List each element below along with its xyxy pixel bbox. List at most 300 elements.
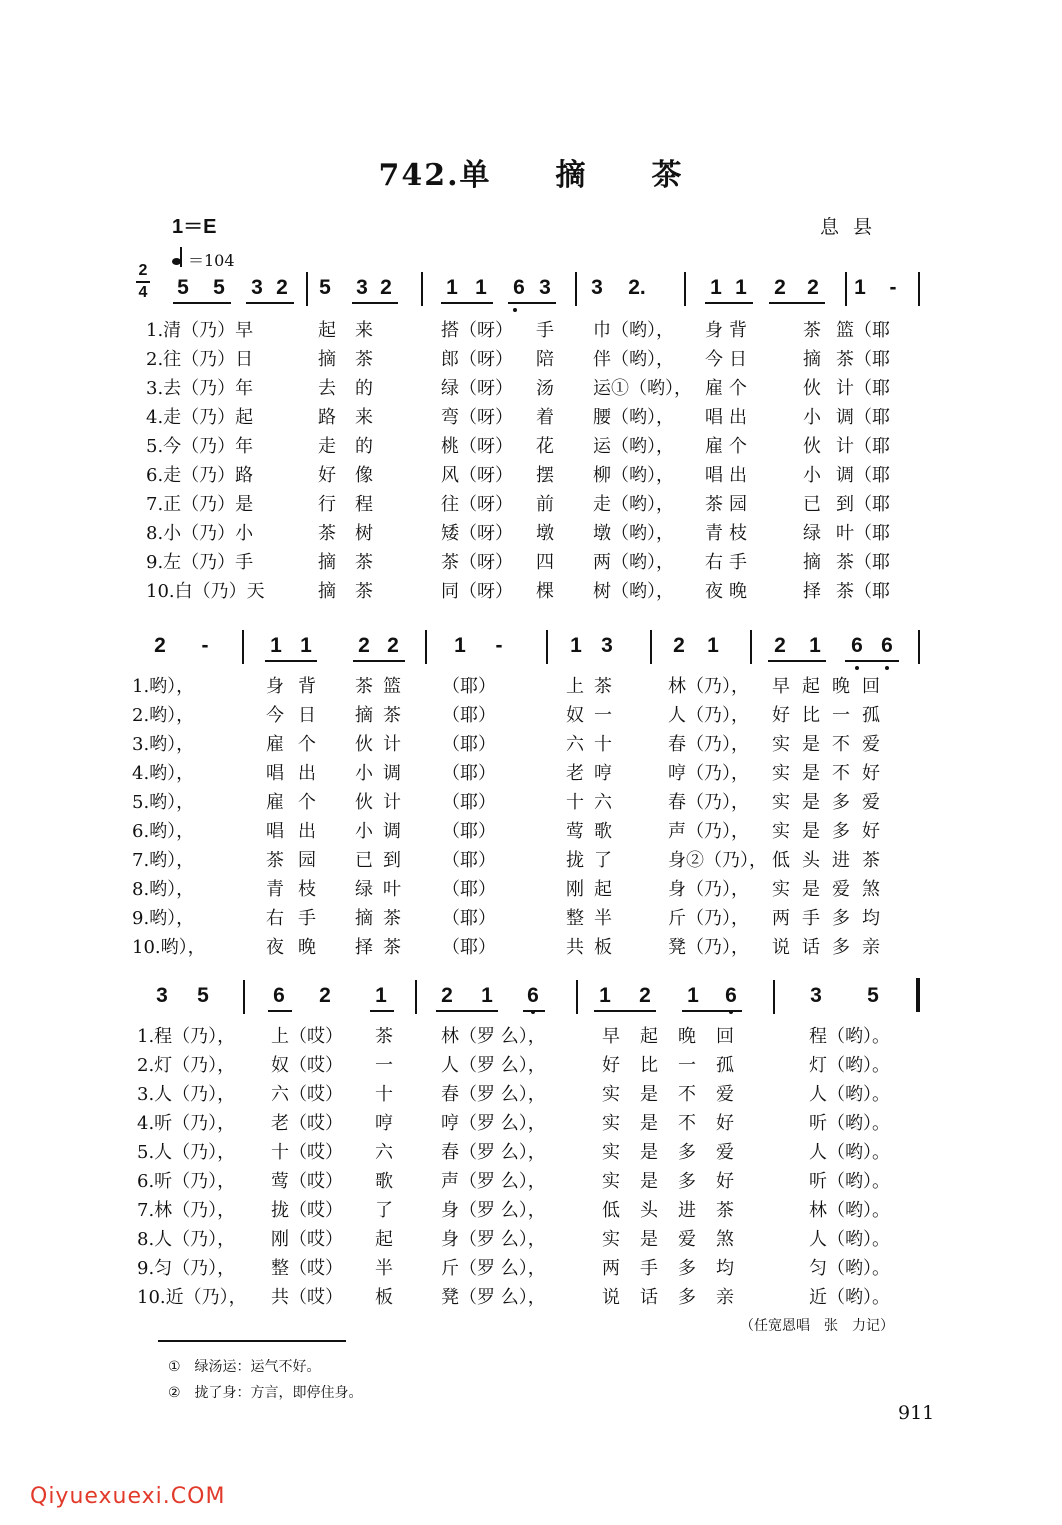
lyric-syllable: 去	[318, 378, 336, 399]
tempo-marking	[172, 248, 235, 271]
lyric-syllable: 3.去（乃）年	[146, 378, 254, 399]
jianpu-note: 6	[513, 276, 525, 299]
lyric-syllable: 7.正（乃）是	[146, 494, 254, 515]
barline	[546, 630, 548, 664]
lyric-syllable: 斤（罗 么），	[441, 1258, 546, 1279]
lyric-syllable: 凳（罗 么），	[441, 1287, 546, 1308]
lyric-line	[0, 1225, 1062, 1255]
jianpu-note: 6	[725, 984, 737, 1007]
lyric-syllable: 一	[375, 1055, 393, 1076]
barline	[576, 980, 578, 1014]
lyric-syllable: 今日	[705, 349, 753, 370]
lyric-syllable: 听（哟）。	[809, 1113, 890, 1134]
final-barline	[916, 978, 920, 1012]
barline	[845, 272, 847, 306]
jianpu-note: 3	[156, 984, 168, 1007]
lyric-syllable: 到（耶	[836, 494, 890, 515]
barline	[421, 272, 423, 306]
lyric-line	[0, 1109, 1062, 1139]
jianpu-note: 2	[276, 276, 288, 299]
barline	[773, 980, 775, 1014]
jianpu-note: 2	[154, 634, 166, 657]
beam-underline	[173, 302, 231, 304]
footnote-2: ② 拢了身：方言，即停住身。	[168, 1385, 363, 1401]
time-signature-top: 2	[138, 262, 148, 279]
barline	[918, 272, 920, 306]
barline	[684, 272, 686, 306]
lyric-syllable: 整半	[566, 908, 622, 929]
lyric-syllable: 低头进茶	[772, 850, 892, 871]
lyric-syllable: 声（罗 么），	[441, 1171, 546, 1192]
lyric-syllable: 唱出	[266, 821, 330, 842]
lyric-syllable: 1.清（乃）早	[146, 320, 254, 341]
lyric-syllable: 两手多均	[772, 908, 892, 929]
lyric-syllable: 共板	[566, 937, 622, 958]
lyric-line	[0, 316, 1062, 346]
lyric-syllable: 说话多亲	[772, 937, 892, 958]
lyric-line	[0, 846, 1062, 876]
jianpu-note: 3	[251, 276, 263, 299]
jianpu-note: 1	[475, 276, 487, 299]
lyric-syllable: 十	[375, 1084, 393, 1105]
jianpu-note: 2	[673, 634, 685, 657]
lyric-syllable: 哼（乃），	[668, 763, 749, 784]
footnote-divider	[158, 1340, 346, 1342]
lyric-syllable: 茶	[355, 552, 373, 573]
lyric-syllable: 板	[375, 1287, 393, 1308]
lyric-syllable: 7.林（乃），	[137, 1200, 236, 1221]
lyric-syllable: 斤（乃），	[668, 908, 749, 929]
lyric-syllable: 择	[803, 581, 821, 602]
lyric-syllable: 共（哎）	[271, 1287, 343, 1308]
lyric-syllable: 摘	[318, 349, 336, 370]
octave-dot	[513, 308, 517, 312]
barline	[425, 630, 427, 664]
lyric-syllable: 茶园	[705, 494, 753, 515]
lyric-line	[0, 490, 1062, 520]
lyric-syllable: 林（哟）。	[809, 1200, 890, 1221]
lyric-syllable: （耶）	[442, 763, 496, 784]
lyric-syllable: 两手多均	[602, 1258, 754, 1279]
lyric-syllable: 上（哎）	[271, 1026, 343, 1047]
lyric-syllable: 茶	[355, 349, 373, 370]
jianpu-note: 1	[854, 276, 866, 299]
lyric-line	[0, 1283, 1062, 1313]
lyric-syllable: 四	[536, 552, 554, 573]
lyric-line	[0, 875, 1062, 905]
lyric-syllable: 运①（哟），	[593, 378, 692, 399]
lyric-syllable: 已	[803, 494, 821, 515]
lyric-line	[0, 1138, 1062, 1168]
song-title: 742.单 摘 茶	[378, 158, 684, 193]
lyric-syllable: 春（乃），	[668, 792, 749, 813]
lyric-syllable: 早起晚回	[602, 1026, 754, 1047]
notation-staff-2	[0, 634, 1062, 674]
beam-underline	[436, 1010, 498, 1012]
tempo-value: ＝104	[188, 251, 235, 270]
lyric-syllable: 雇个	[705, 378, 753, 399]
lyric-syllable: 茶（耶	[836, 581, 890, 602]
lyric-syllable: 墩（哟），	[593, 523, 674, 544]
lyric-syllable: 路	[318, 407, 336, 428]
performer-credit: （任宽恩唱 张 力记）	[740, 1318, 894, 1334]
jianpu-note: 1	[710, 276, 722, 299]
lyric-line	[0, 933, 1062, 963]
lyric-syllable: 听（哟）。	[809, 1171, 890, 1192]
notation-staff-3	[0, 984, 1062, 1024]
lyric-syllable: 茶篮	[355, 676, 411, 697]
lyric-line	[0, 1080, 1062, 1110]
lyric-syllable: 计（耶	[836, 378, 890, 399]
jianpu-note: 6	[273, 984, 285, 1007]
lyric-syllable: 近（哟）。	[809, 1287, 890, 1308]
lyric-syllable: 郎（呀）	[441, 349, 513, 370]
lyric-syllable: （耶）	[442, 879, 496, 900]
lyric-syllable: 身背	[705, 320, 753, 341]
lyric-syllable: 汤	[536, 378, 554, 399]
lyric-syllable: 青枝	[266, 879, 330, 900]
lyric-syllable: 摘茶	[355, 908, 411, 929]
lyric-syllable: 程（哟）。	[809, 1026, 890, 1047]
lyric-syllable: 腰（哟），	[593, 407, 674, 428]
lyric-syllable: 往（呀）	[441, 494, 513, 515]
lyric-line	[0, 548, 1062, 578]
lyric-syllable: 绿（呀）	[441, 378, 513, 399]
beam-underline	[768, 660, 826, 662]
jianpu-note: 3	[539, 276, 551, 299]
jianpu-note: 5	[177, 276, 189, 299]
lyric-syllable: 哼（罗 么），	[441, 1113, 546, 1134]
lyric-syllable: 早起晚回	[772, 676, 892, 697]
lyric-syllable: 茶	[318, 523, 336, 544]
lyric-syllable: 拢了	[566, 850, 622, 871]
lyric-syllable: 伙计	[355, 734, 411, 755]
lyric-syllable: 风（呀）	[441, 465, 513, 486]
jianpu-note: 2	[358, 634, 370, 657]
jianpu-note: 1	[809, 634, 821, 657]
lyric-syllable: 5.人（乃），	[137, 1142, 236, 1163]
lyric-syllable: 茶（呀）	[441, 552, 513, 573]
lyric-syllable: 人（罗 么），	[441, 1055, 546, 1076]
lyric-syllable: 夜晚	[705, 581, 753, 602]
lyric-syllable: 唱出	[705, 465, 753, 486]
jianpu-note: 1	[454, 634, 466, 657]
jianpu-note: -	[495, 634, 503, 657]
beam-underline	[682, 1010, 742, 1012]
lyric-syllable: 右手	[705, 552, 753, 573]
jianpu-note: 2	[774, 634, 786, 657]
lyric-syllable: 身（罗 么），	[441, 1200, 546, 1221]
jianpu-note: 3	[356, 276, 368, 299]
lyric-syllable: 叶（耶	[836, 523, 890, 544]
lyric-syllable: 摆	[536, 465, 554, 486]
lyric-syllable: 小调	[355, 763, 411, 784]
lyric-syllable: 起	[318, 320, 336, 341]
lyric-syllable: 整（哎）	[271, 1258, 343, 1279]
lyric-syllable: 小	[803, 407, 821, 428]
lyric-line	[0, 345, 1062, 375]
lyric-syllable: 陪	[536, 349, 554, 370]
lyric-syllable: 好比一孤	[602, 1055, 754, 1076]
lyric-syllable: 2.哟），	[132, 705, 195, 726]
beam-underline	[845, 660, 899, 662]
lyric-syllable: 实是不爱	[772, 734, 892, 755]
lyric-syllable: 手	[536, 320, 554, 341]
lyric-syllable: 伴（哟），	[593, 349, 674, 370]
jianpu-note: 5	[867, 984, 879, 1007]
lyric-syllable: 像	[355, 465, 373, 486]
lyric-syllable: 棵	[536, 581, 554, 602]
lyric-syllable: 十六	[566, 792, 622, 813]
lyric-syllable: 十（哎）	[271, 1142, 343, 1163]
jianpu-note: 1	[446, 276, 458, 299]
lyric-syllable: 前	[536, 494, 554, 515]
lyric-syllable: 9.哟），	[132, 908, 195, 929]
lyric-syllable: 实是多好	[602, 1171, 754, 1192]
beam-underline	[705, 302, 753, 304]
lyric-line	[0, 461, 1062, 491]
lyric-syllable: 桃（呀）	[441, 436, 513, 457]
lyric-syllable: 择茶	[355, 937, 411, 958]
lyric-syllable: 春（罗 么），	[441, 1084, 546, 1105]
lyric-syllable: 今日	[266, 705, 330, 726]
lyric-syllable: 树（哟），	[593, 581, 674, 602]
lyric-syllable: 5.哟），	[132, 792, 195, 813]
lyric-syllable: 实是多好	[772, 821, 892, 842]
lyric-syllable: 6.走（乃）路	[146, 465, 254, 486]
lyric-syllable: 两（哟），	[593, 552, 674, 573]
jianpu-note: 2	[807, 276, 819, 299]
jianpu-note: 1	[300, 634, 312, 657]
lyric-syllable: 六	[375, 1142, 393, 1163]
jianpu-note: 1	[599, 984, 611, 1007]
lyric-syllable: 好	[318, 465, 336, 486]
beam-underline	[370, 1010, 394, 1012]
lyric-syllable: 伙计	[355, 792, 411, 813]
lyric-syllable: 春（乃），	[668, 734, 749, 755]
lyric-syllable: 人（哟）。	[809, 1142, 890, 1163]
lyric-syllable: 雇个	[705, 436, 753, 457]
jianpu-note: 2.	[628, 276, 646, 299]
octave-dot	[531, 1010, 535, 1014]
lyric-syllable: 计（耶	[836, 436, 890, 457]
lyric-syllable: （耶）	[442, 850, 496, 871]
lyric-syllable: 雇个	[266, 792, 330, 813]
lyric-syllable: 莺歌	[566, 821, 622, 842]
jianpu-note: 2	[774, 276, 786, 299]
barline	[918, 630, 920, 664]
lyric-syllable: 了	[375, 1200, 393, 1221]
lyric-syllable: 唱出	[705, 407, 753, 428]
lyric-syllable: 墩	[536, 523, 554, 544]
lyric-syllable: 同（呀）	[441, 581, 513, 602]
lyric-syllable: （耶）	[442, 676, 496, 697]
region-label: 息县	[820, 216, 887, 238]
lyric-syllable: 的	[355, 378, 373, 399]
jianpu-note: 5	[319, 276, 331, 299]
beam-underline	[353, 660, 405, 662]
lyric-line	[0, 374, 1062, 404]
octave-dot	[729, 1010, 733, 1014]
lyric-syllable: 4.听（乃），	[137, 1113, 236, 1134]
lyric-syllable: 花	[536, 436, 554, 457]
jianpu-note: 6	[881, 634, 893, 657]
barline	[242, 630, 244, 664]
jianpu-note: 3	[591, 276, 603, 299]
lyric-syllable: 树	[355, 523, 373, 544]
lyric-line	[0, 672, 1062, 702]
lyric-syllable: 林（乃），	[668, 676, 749, 697]
lyric-syllable: 人（哟）。	[809, 1229, 890, 1250]
lyric-syllable: 老（哎）	[271, 1113, 343, 1134]
lyric-syllable: 调（耶	[836, 465, 890, 486]
lyric-syllable: （耶）	[442, 792, 496, 813]
lyric-syllable: 4.哟），	[132, 763, 195, 784]
lyric-syllable: 弯（呀）	[441, 407, 513, 428]
jianpu-note: 2	[639, 984, 651, 1007]
lyric-line	[0, 1167, 1062, 1197]
jianpu-note: 1	[707, 634, 719, 657]
lyric-syllable: 半	[375, 1258, 393, 1279]
jianpu-note: 1	[270, 634, 282, 657]
lyric-line	[0, 1051, 1062, 1081]
lyric-syllable: 身（罗 么），	[441, 1229, 546, 1250]
lyric-line	[0, 788, 1062, 818]
lyric-syllable: 7.哟），	[132, 850, 195, 871]
lyric-syllable: 奴一	[566, 705, 622, 726]
lyric-syllable: 运（哟），	[593, 436, 674, 457]
lyric-syllable: （耶）	[442, 908, 496, 929]
lyric-syllable: 10.白（乃）天	[146, 581, 265, 602]
lyric-syllable: 摘	[318, 552, 336, 573]
lyric-syllable: 8.人（乃），	[137, 1229, 236, 1250]
octave-dot	[855, 666, 859, 670]
lyric-syllable: 人（哟）。	[809, 1084, 890, 1105]
lyric-syllable: 六（哎）	[271, 1084, 343, 1105]
lyric-line	[0, 759, 1062, 789]
lyric-syllable: 程	[355, 494, 373, 515]
lyric-syllable: 上茶	[566, 676, 622, 697]
barline	[415, 980, 417, 1014]
lyric-syllable: 实是不爱	[602, 1084, 754, 1105]
jianpu-note: 3	[810, 984, 822, 1007]
lyric-syllable: 身②（乃），	[668, 850, 767, 871]
lyric-line	[0, 1022, 1062, 1052]
lyric-syllable: 刚（哎）	[271, 1229, 343, 1250]
barline	[243, 980, 245, 1014]
lyric-line	[0, 432, 1062, 462]
lyric-syllable: 6.听（乃），	[137, 1171, 236, 1192]
jianpu-note: 1	[375, 984, 387, 1007]
barline	[650, 630, 652, 664]
lyric-syllable: 摘茶	[355, 705, 411, 726]
barline	[306, 272, 308, 306]
jianpu-note: 5	[213, 276, 225, 299]
beam-underline	[352, 302, 398, 304]
lyric-syllable: 凳（乃），	[668, 937, 749, 958]
lyric-syllable: 老哼	[566, 763, 622, 784]
octave-dot	[885, 666, 889, 670]
lyric-syllable: 身背	[266, 676, 330, 697]
time-signature-bottom: 4	[138, 284, 148, 301]
lyric-syllable: 莺（哎）	[271, 1171, 343, 1192]
lyric-syllable: 茶园	[266, 850, 330, 871]
lyric-syllable: 来	[355, 320, 373, 341]
lyric-syllable: 巾（哟），	[593, 320, 674, 341]
beam-underline	[769, 302, 825, 304]
lyric-syllable: 3.哟），	[132, 734, 195, 755]
lyric-syllable: 4.走（乃）起	[146, 407, 254, 428]
lyric-syllable: 8.哟），	[132, 879, 195, 900]
lyric-syllable: 10.哟），	[132, 937, 206, 958]
jianpu-note: 2	[441, 984, 453, 1007]
lyric-syllable: 林（罗 么），	[441, 1026, 546, 1047]
lyric-syllable: 2.往（乃）日	[146, 349, 254, 370]
lyric-syllable: 实是多爱	[772, 792, 892, 813]
lyric-syllable: 低头进茶	[602, 1200, 754, 1221]
lyric-syllable: 茶	[355, 581, 373, 602]
lyric-line	[0, 817, 1062, 847]
lyric-syllable: 声（乃），	[668, 821, 749, 842]
lyric-syllable: 10.近（乃），	[137, 1287, 247, 1308]
jianpu-note: -	[889, 276, 897, 299]
jianpu-note: 5	[197, 984, 209, 1007]
lyric-syllable: 歌	[375, 1171, 393, 1192]
lyric-syllable: 调（耶	[836, 407, 890, 428]
lyric-syllable: 5.今（乃）年	[146, 436, 254, 457]
page-number: 911	[898, 1402, 935, 1424]
lyric-syllable: 实是多爱	[602, 1142, 754, 1163]
watermark: Qiyuexuexi.COM	[30, 1484, 226, 1509]
lyric-line	[0, 701, 1062, 731]
jianpu-note: 1	[570, 634, 582, 657]
lyric-syllable: 人（乃），	[668, 705, 749, 726]
jianpu-note: 3	[601, 634, 613, 657]
lyric-line	[0, 1254, 1062, 1284]
notation-staff-1	[0, 276, 1062, 316]
lyric-syllable: 摘	[318, 581, 336, 602]
lyric-line	[0, 519, 1062, 549]
beam-underline	[265, 660, 317, 662]
beam-underline	[441, 302, 493, 304]
beam-underline	[594, 1010, 656, 1012]
lyric-syllable: 说话多亲	[602, 1287, 754, 1308]
lyric-syllable: 茶（耶	[836, 552, 890, 573]
jianpu-note: 6	[851, 634, 863, 657]
lyric-syllable: （耶）	[442, 821, 496, 842]
lyric-syllable: 身（乃），	[668, 879, 749, 900]
lyric-syllable: 1.哟），	[132, 676, 195, 697]
lyric-syllable: 实是不好	[602, 1113, 754, 1134]
footnote-1: ① 绿汤运：运气不好。	[168, 1359, 321, 1375]
lyric-syllable: 已到	[355, 850, 411, 871]
lyric-syllable: 伙	[803, 378, 821, 399]
lyric-syllable: 9.匀（乃），	[137, 1258, 236, 1279]
lyric-syllable: 8.小（乃）小	[146, 523, 254, 544]
jianpu-note: -	[201, 634, 209, 657]
lyric-syllable: 绿叶	[355, 879, 411, 900]
jianpu-note: 1	[687, 984, 699, 1007]
lyric-syllable: 柳（哟），	[593, 465, 674, 486]
lyric-syllable: 刚起	[566, 879, 622, 900]
jianpu-note: 1	[735, 276, 747, 299]
lyric-line	[0, 577, 1062, 607]
lyric-syllable: 奴（哎）	[271, 1055, 343, 1076]
lyric-syllable: 摘	[803, 552, 821, 573]
lyric-syllable: 实是爱煞	[602, 1229, 754, 1250]
lyric-syllable: 行	[318, 494, 336, 515]
lyric-syllable: 9.左（乃）手	[146, 552, 254, 573]
